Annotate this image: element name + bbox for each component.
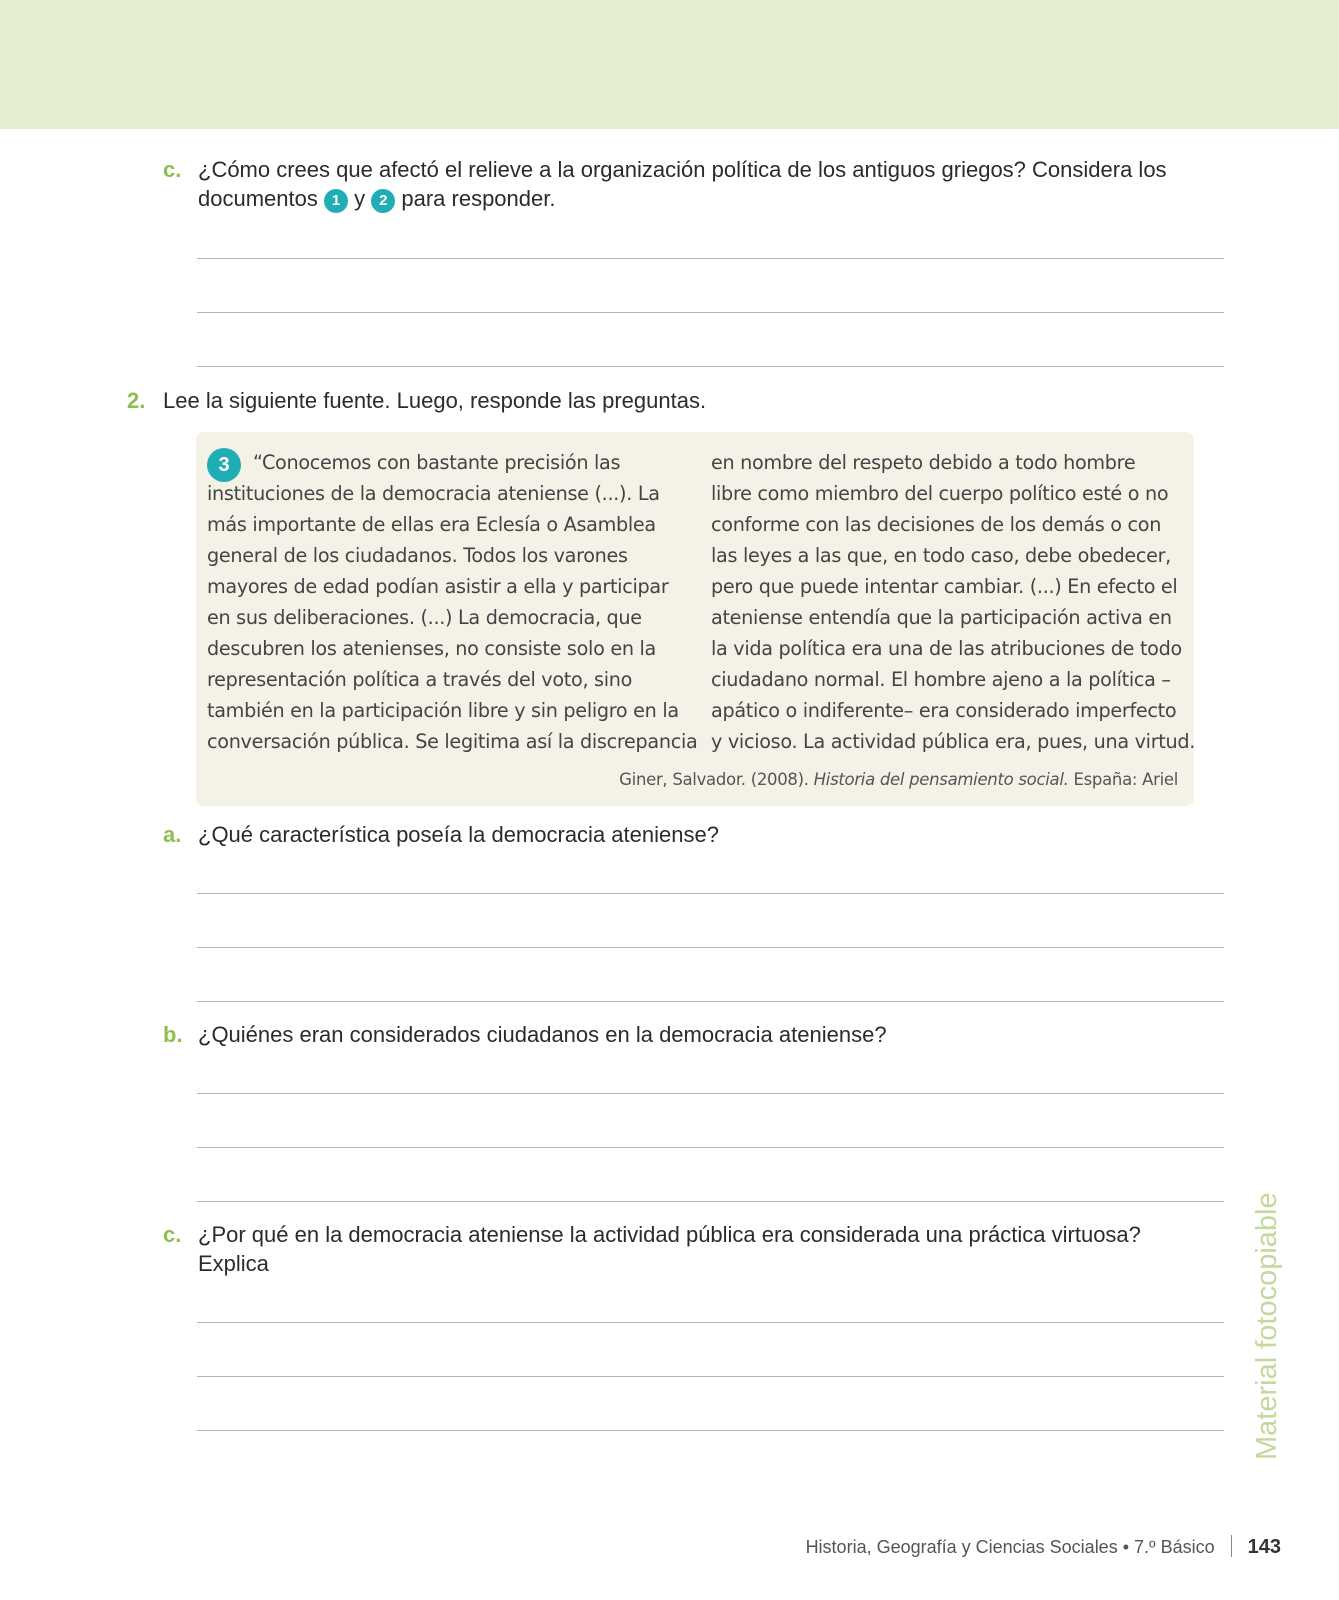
answer-line[interactable] <box>197 366 1224 367</box>
page-number: 143 <box>1247 1536 1281 1558</box>
question-text: ¿Quiénes eran considerados ciudadanos en la democracia ateniense? <box>198 1022 887 1047</box>
source-left-column <box>207 447 698 757</box>
source-line: pero que puede intentar cambiar. (...) En efecto el <box>711 575 1178 598</box>
source-line: instituciones de la democracia ateniense (...). La <box>207 482 660 505</box>
question-letter: c. <box>163 157 182 182</box>
source-box <box>196 432 1194 806</box>
source-line: y vicioso. La actividad pública era, pues, una virtud. <box>711 730 1196 753</box>
question-line <box>198 184 1167 213</box>
answer-line[interactable] <box>197 1147 1224 1148</box>
answer-line[interactable] <box>197 1001 1224 1002</box>
side-label-photocopiable: Material fotocopiable <box>1251 1192 1283 1460</box>
answer-line[interactable] <box>197 1093 1224 1094</box>
footer-divider <box>1231 1535 1232 1557</box>
question-instruction: Lee la siguiente fuente. Luego, responde las preguntas. <box>163 388 707 413</box>
answer-line[interactable] <box>197 1430 1224 1431</box>
question-text: ¿Qué característica poseía la democracia ateniense? <box>198 822 719 847</box>
question-number: 2. <box>127 388 146 413</box>
source-right-column <box>711 447 1195 757</box>
question-line: ¿Por qué en la democracia ateniense la actividad pública era considerada una práctica virtuosa? <box>198 1222 1141 1247</box>
source-line: conversación pública. Se legitima así la discrepancia <box>207 730 698 753</box>
source-line: las leyes a las que, en todo caso, debe obedecer, <box>711 544 1171 567</box>
question-text <box>198 1220 1141 1278</box>
source-citation <box>619 769 1178 791</box>
source-line: conforme con las decisiones de los demás o con <box>711 513 1162 536</box>
source-line: más importante de ellas era Eclesía o Asamblea <box>207 513 656 536</box>
answer-line[interactable] <box>197 1376 1224 1377</box>
citation-publisher: España: Ariel <box>1073 770 1178 789</box>
question-letter: b. <box>163 1022 183 1047</box>
answer-line[interactable] <box>197 1322 1224 1323</box>
document-badge-1: 1 <box>324 189 348 213</box>
source-line: en nombre del respeto debido a todo hombre <box>711 451 1136 474</box>
source-line: en sus deliberaciones. (...) La democracia, que <box>207 606 642 629</box>
source-line: la vida política era una de las atribuciones de todo <box>711 637 1182 660</box>
question-text <box>198 155 1167 213</box>
citation-title: Historia del pensamiento social. <box>813 770 1069 789</box>
question-text-part: documentos <box>198 186 318 211</box>
answer-line[interactable] <box>197 1201 1224 1202</box>
answer-line[interactable] <box>197 947 1224 948</box>
source-line: también en la participación libre y sin peligro en la <box>207 699 679 722</box>
source-line: descubren los atenienses, no consiste solo en la <box>207 637 656 660</box>
question-text-part: para responder. <box>401 186 556 211</box>
answer-line[interactable] <box>197 893 1224 894</box>
source-line: ciudadano normal. El hombre ajeno a la política – <box>711 668 1171 691</box>
source-badge: 3 <box>207 448 241 482</box>
question-text-part: y <box>354 186 366 211</box>
page-footer <box>806 1534 1281 1560</box>
citation-author: Giner, Salvador. (2008). <box>619 770 809 789</box>
source-line: mayores de edad podían asistir a ella y participar <box>207 575 669 598</box>
question-letter: c. <box>163 1222 182 1247</box>
source-line: 3 “Conocemos con bastante precisión las <box>207 447 698 478</box>
source-line: ateniense entendía que la participación activa en <box>711 606 1172 629</box>
source-line: general de los ciudadanos. Todos los varones <box>207 544 628 567</box>
source-line: representación política a través del voto, sino <box>207 668 633 691</box>
source-line: libre como miembro del cuerpo político esté o no <box>711 482 1169 505</box>
header-band <box>0 0 1339 129</box>
question-line: Explica <box>198 1251 269 1276</box>
answer-line[interactable] <box>197 258 1224 259</box>
answer-line[interactable] <box>197 312 1224 313</box>
question-letter: a. <box>163 822 182 847</box>
source-line: apático o indiferente– era considerado imperfecto <box>711 699 1177 722</box>
question-line: ¿Cómo crees que afectó el relieve a la organización política de los antiguos griegos? Considera los <box>198 157 1167 182</box>
footer-book-title: Historia, Geografía y Ciencias Sociales • 7.º Básico <box>805 1537 1215 1557</box>
document-badge-2: 2 <box>371 189 395 213</box>
